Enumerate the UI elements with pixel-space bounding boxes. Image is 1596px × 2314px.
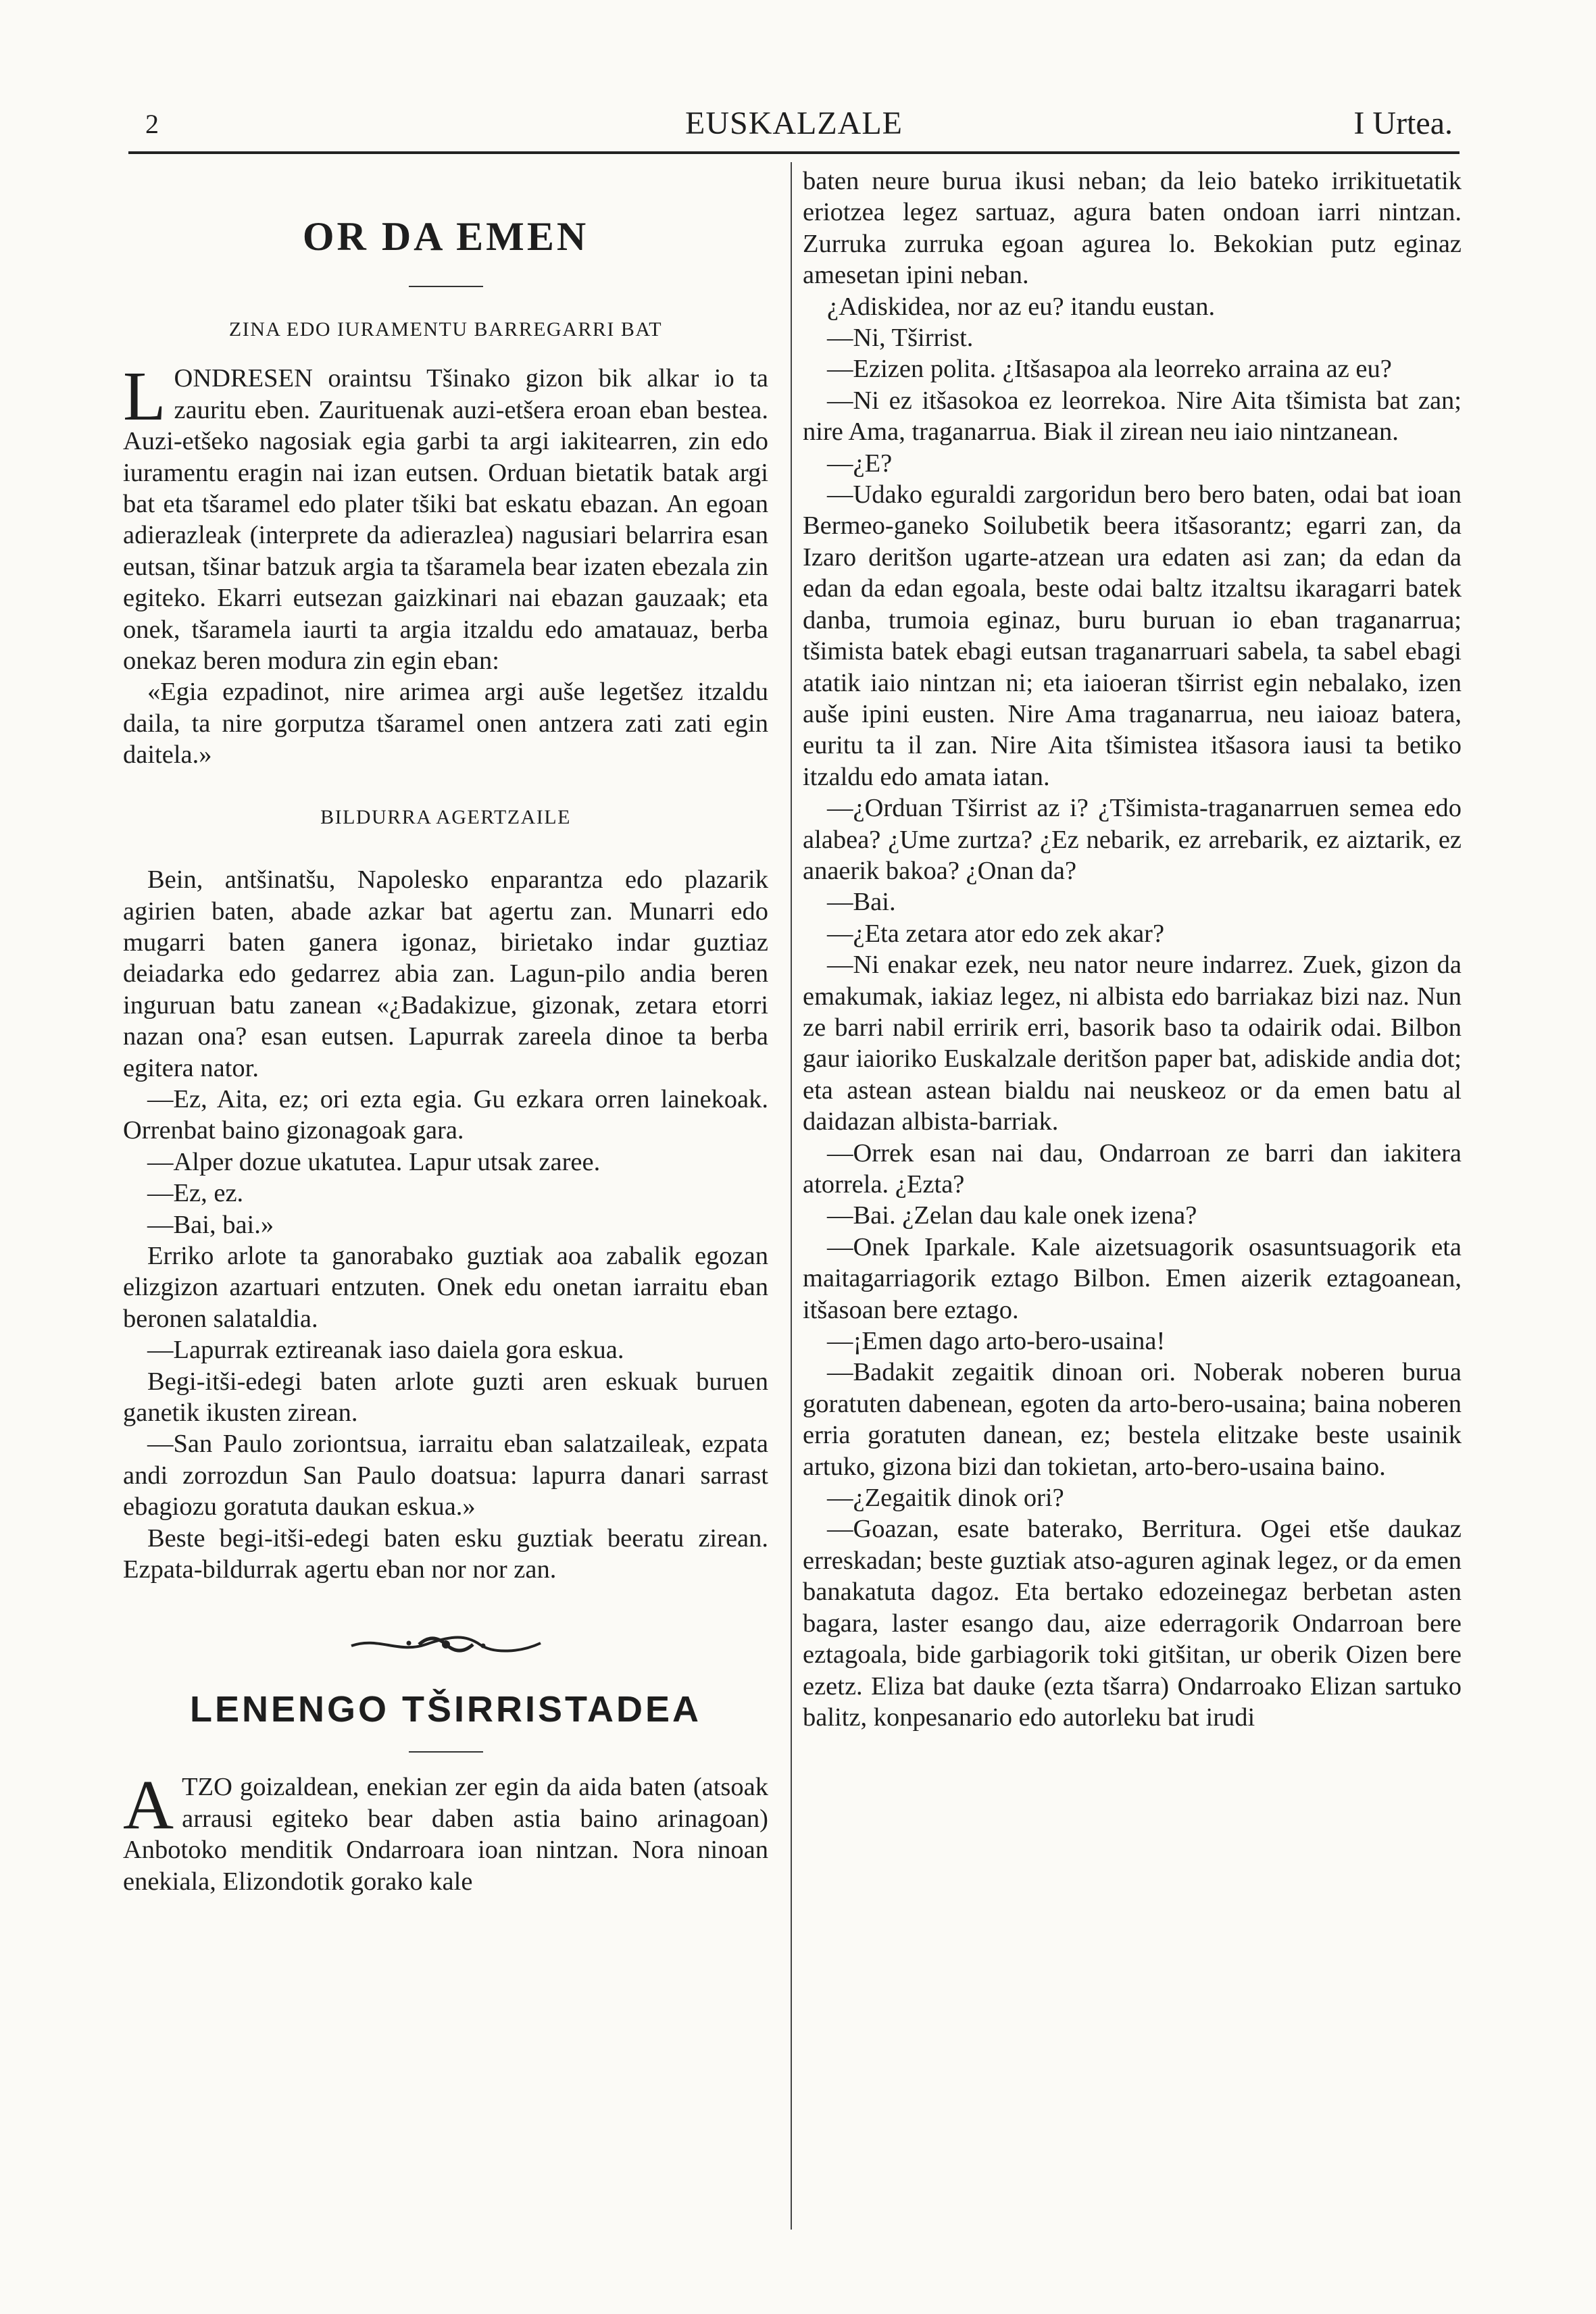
- paragraph: —Onek Iparkale. Kale aizetsuagorik osasuntsuagorik eta maitagarriagorik eztago Bilbon. Emen aizerik eztagoanean, itšasoan bere eztago.: [803, 1232, 1462, 1324]
- paragraph: [123, 1766, 769, 1897]
- publication-title: EUSKALZALE: [685, 105, 903, 141]
- paragraph: Bein, antšinatšu, Napolesko enparantza edo plazarik agirien baten, abade azkar bat agertu zan. Munarri edo mugarri baten ganera igonaz, birietako indar guztiaz deiadarka edo gedarrez abia zan. Lagun-pilo andia beren inguruan batu zanean «¿Badakizue, gizonak, zetara etorri nazan ona? esan eutsen. Lapurrak zareela dinoe ta berba egitera nator.: [123, 865, 768, 1082]
- paragraph: Erriko arlote ta ganorabako guztiak aoa zabalik egozan elizgizon azartuari entzuten. Onek edu onetan iarraitu eban beronen salataldia.: [123, 1241, 768, 1333]
- paragraph: —¿Eta zetara ator edo zek akar?: [827, 919, 1165, 948]
- paragraph: «Egia ezpadinot, nire arimea argi auše legetšez itzaldu daila, ta nire gorputza tšaramel onen antzera zati zati egin daitela.»: [123, 678, 768, 770]
- running-head: [128, 101, 1460, 149]
- paragraph: —Bai, bai.»: [147, 1210, 274, 1239]
- first-word: ONDRESEN: [174, 364, 313, 393]
- paragraph: —¿E?: [827, 449, 893, 478]
- paragraph: —Udako eguraldi zargoridun bero bero baten, odai bat ioan Bermeo-ganeko Soilubetik beera itšasorantz; egarri zan, da Izaro deritšon ugarte-atzean ura edaten asi zan; da edan da edan da edan egoala, beste odai baltz itzaltsu ikaragarri batek danba, trumoia eginaz, buru buruan io eban traganarrua; tšimista batek ebagi eutsan traganarruari sabela, ta sabel ebagi atatik iaio nintzan ni; eta iaioeran tširrist egin nebalako, izen auše ipini eusten. Nire Ama traganarrua, neu iaioaz batera, euritu ta il zan. Nire Aita tšimistea itšasora iausi ta betiko itzaldu edo amata iatan.: [803, 480, 1462, 791]
- paragraph: —Badakit zegaitik dinoan ori. Noberak noberen burua goratuten dabenean, egoten da arto-bero-usaina; baina noberen erria goratuten danean, ez; bestela elitzake beste usainik artuko, gizona bizi dan tokietan, arto-bero-usaina baino.: [803, 1358, 1462, 1481]
- paragraph: —San Paulo zoriontsua, iarraitu eban salatzaileak, ezpata andi zorrozdun San Paulo doatsua: lapurra danari sarrast ebagiozu goratuta daukan eskua.»: [123, 1430, 768, 1521]
- paragraph: —Ni enakar ezek, neu nator neure indarrez. Zuek, gizon da emakumak, iakiaz legez, ni albista edo barriakaz bizi naz. Nun ze barri nabil erririk erri, basorik baso ta odairik odai. Bilbon gaur iaioriko Euskalzale deritšon paper bat, adiskide andia dot; eta astean astean bialdu nai neuskeoz or da emen batu al daidazan albista-barriak.: [803, 951, 1462, 1136]
- paragraph: —¡Emen dago arto-bero-usaina!: [827, 1327, 1166, 1356]
- paragraph: Begi-itši-edegi baten arlote guzti aren eskuak buruen ganetik ikusten zirean.: [123, 1367, 768, 1427]
- paragraph: baten neure burua ikusi neban; da leio bateko irrikituetatik eriotzea legez sartuaz, agura baten ondoan iarri nintzan. Zurruka zurruka egoan agurea lo. Bekokian putz eginaz amesetan ipini neban.: [803, 167, 1462, 290]
- section-heading: BILDURRA AGERTZAILE: [320, 805, 571, 828]
- title-rule-2: [409, 1751, 483, 1753]
- flourish-icon: [345, 1630, 547, 1659]
- paragraph: —Goazan, esate baterako, Berritura. Ogei etše daukaz erreskadan; beste guztiak atso-aguren aginak legez, or da emen banakatuta dagoz. Eta bertako edozeinegaz berbetan asten bagara, laster esango dau, aize ederragorik Ondarroan bere eztagoala, bide garbiagorik toki gitšitan, ur oberik Oizen bere ezetz. Eliza bat dauke (ezta tšarra) Ondarroako Elizan sartuko balitz, konpesanario edo autorleku bat irudi: [803, 1515, 1462, 1732]
- paragraph-text: goizaldean, enekian zer egin da aida baten (atsoak arrausi egiteko bear daben astia baino arinagoan) Anbotoko menditik Ondarroara ioan nintzan. Nora ninoan enekiala, Elizondotik gorako kale: [123, 1773, 769, 1896]
- article-title: OR DA EMEN: [302, 214, 589, 259]
- paragraph: —Ez, ez.: [147, 1179, 244, 1208]
- header-rule: [128, 151, 1460, 154]
- paragraph: —Lapurrak eztireanak iaso daiela gora eskua.: [147, 1336, 624, 1365]
- paragraph: —Ni, Tširrist.: [827, 324, 974, 353]
- paragraph: —Bai.: [827, 888, 896, 917]
- volume-year: I Urtea.: [1353, 105, 1453, 141]
- paragraph: Beste begi-itši-edegi baten esku guztiak beeratu zirean. Ezpata-bildurrak agertu eban nor nor zan.: [123, 1524, 768, 1584]
- column-divider: [791, 162, 792, 2230]
- first-word-2: TZO: [182, 1773, 232, 1802]
- paragraph: [123, 357, 769, 676]
- paragraph-text: oraintsu Tšinako gizon bik alkar io ta zauritu eben. Zaurituenak auzi-etšera eroan eban bestea. Auzi-etšeko nagosiak egia garbi ta argi iakitearren, zin edo iuramentu eragin nai izan eutsen. Orduan bietatik batak argi bat eta tšaramel edo plater tšiki bat eskatu ebazan. An egoan adierazleak (interprete da adierazlea) nagusiari belarrira esan eutsan, tšinar batzuk argia ta tšaramela bear izaten ebezala zin egiteko. Ekarri eutsezan gaizkinari nai ebazan gauzaak; eta onek, tšaramela iaurti ta argia itzaldu edo amatauaz, berba onekaz beren modura zin egin eban:: [123, 364, 769, 676]
- paragraph: ¿Adiskidea, nor az eu? itandu eustan.: [827, 292, 1216, 321]
- article-title-2: LENENGO TŠIRRISTADEA: [189, 1689, 702, 1730]
- paragraph: —Ezizen polita. ¿Itšasapoa ala leorreko arraina az eu?: [827, 355, 1392, 384]
- paragraph: —Bai. ¿Zelan dau kale onek izena?: [827, 1201, 1197, 1230]
- drop-cap: L: [123, 357, 166, 436]
- article-subtitle: ZINA EDO IURAMENTU BARREGARRI BAT: [228, 318, 663, 341]
- drop-cap-2: A: [123, 1766, 174, 1844]
- ornament-divider: [123, 1630, 768, 1659]
- left-column: [123, 166, 768, 1897]
- paragraph: —Orrek esan nai dau, Ondarroan ze barri dan iakitera atorrela. ¿Ezta?: [803, 1138, 1462, 1199]
- paragraph: —Alper dozue ukatutea. Lapur utsak zaree.: [147, 1147, 601, 1176]
- title-rule: [409, 286, 483, 287]
- paragraph: —Ez, Aita, ez; ori ezta egia. Gu ezkara orren lainekoak. Orrenbat baino gizonagoak gara.: [123, 1084, 768, 1145]
- paragraph: —Ni ez itšasokoa ez leorrekoa. Nire Aita tšimista bat zan; nire Ama, traganarrua. Biak il zirean neu iaio nintzanean.: [803, 386, 1462, 447]
- paragraph: —¿Zegaitik dinok ori?: [827, 1484, 1064, 1513]
- page-number: 2: [145, 109, 159, 139]
- paragraph: —¿Orduan Tširrist az i? ¿Tšimista-traganarruen semea edo alabea? ¿Ume zurtza? ¿Ez nebarik, ez arrebarik, ez aiztarik, ez anaerik bakoa? ¿Onan da?: [803, 794, 1462, 885]
- section-body: [123, 864, 768, 1585]
- right-column: [803, 166, 1462, 1733]
